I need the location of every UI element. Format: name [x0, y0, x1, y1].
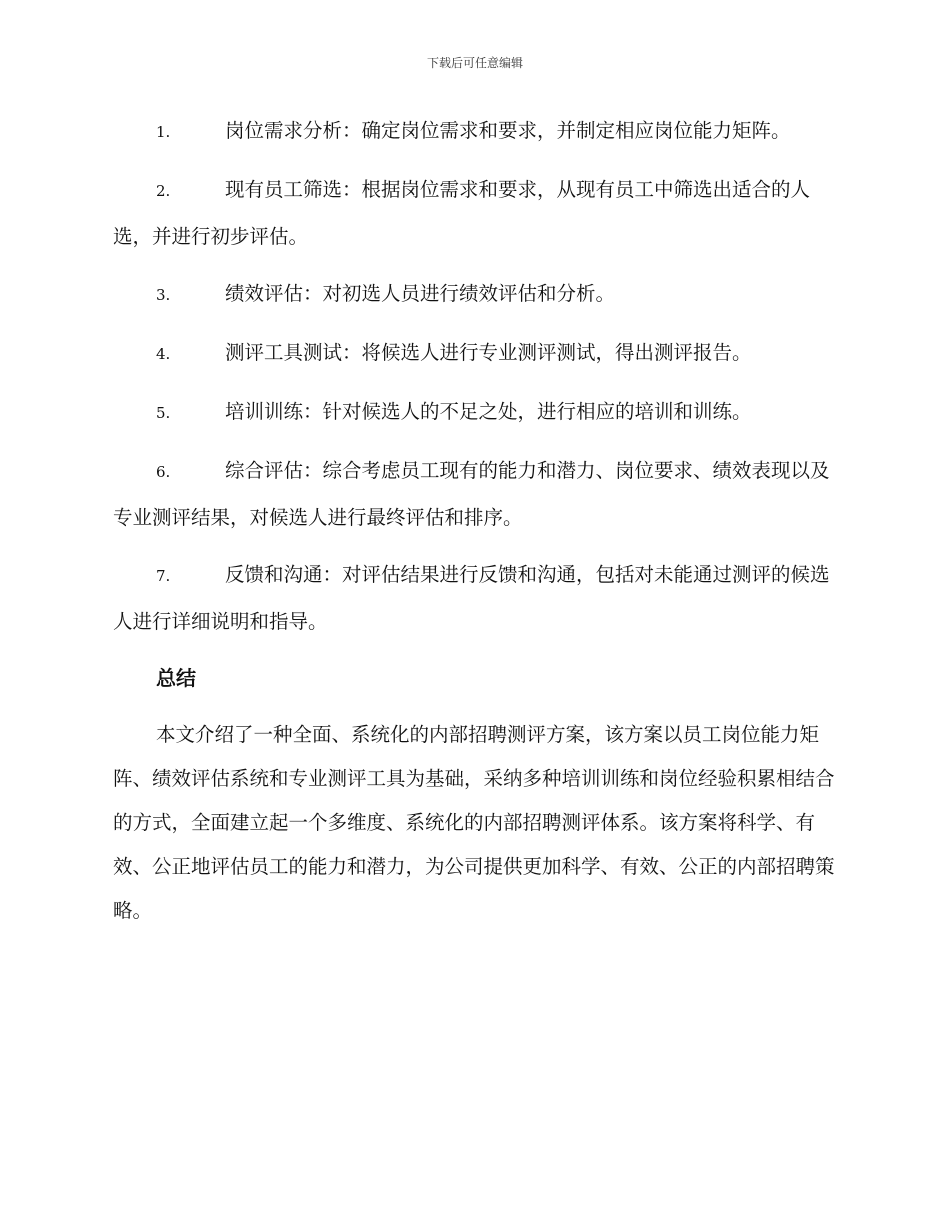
summary-heading: 总结	[156, 666, 196, 690]
list-item-text: 测评工具测试：将候选人进行专业测评测试，得出测评报告。	[225, 341, 752, 364]
list-item-number: 3.	[156, 286, 171, 304]
list-item	[113, 389, 835, 436]
list-item-text: 培训训练：针对候选人的不足之处，进行相应的培训和训练。	[225, 400, 752, 423]
list-item	[113, 330, 835, 377]
list-item-text: 绩效评估：对初选人员进行绩效评估和分析。	[225, 282, 616, 305]
list-item-text: 岗位需求分析：确定岗位需求和要求，并制定相应岗位能力矩阵。	[225, 119, 791, 142]
page-header: 下载后可任意编辑	[426, 56, 523, 70]
list-item	[113, 108, 835, 155]
document-body	[113, 108, 835, 933]
list-item-text: 反馈和沟通：对评估结果进行反馈和沟通，包括对未能通过测评的候选人进行详细说明和指导。	[113, 563, 830, 633]
list-item-number: 7.	[156, 567, 171, 585]
list-item	[113, 448, 835, 540]
list-item-text: 综合评估：综合考虑员工现有的能力和潜力、岗位要求、绩效表现以及专业测评结果，对候选人进行最终评估和排序。	[113, 459, 830, 529]
list-item	[113, 271, 835, 318]
list-item-number: 5.	[156, 404, 171, 422]
summary-paragraph: 本文介绍了一种全面、系统化的内部招聘测评方案，该方案以员工岗位能力矩阵、绩效评估系统和专业测评工具为基础，采纳多种培训训练和岗位经验积累相结合的方式，全面建立起一个多维度、系统化的内部招聘测评体系。该方案将科学、有效、公正地评估员工的能力和潜力，为公司提供更加科学、有效、公正的内部招聘策略。	[113, 723, 835, 922]
list-item-number: 2.	[156, 182, 171, 200]
list-item-number: 1.	[156, 123, 171, 141]
list-item	[113, 167, 835, 259]
list-item-number: 4.	[156, 345, 171, 363]
list-item-number: 6.	[156, 463, 171, 481]
list-item	[113, 552, 835, 644]
list-item-text: 现有员工筛选：根据岗位需求和要求，从现有员工中筛选出适合的人选，并进行初步评估。	[113, 178, 811, 248]
